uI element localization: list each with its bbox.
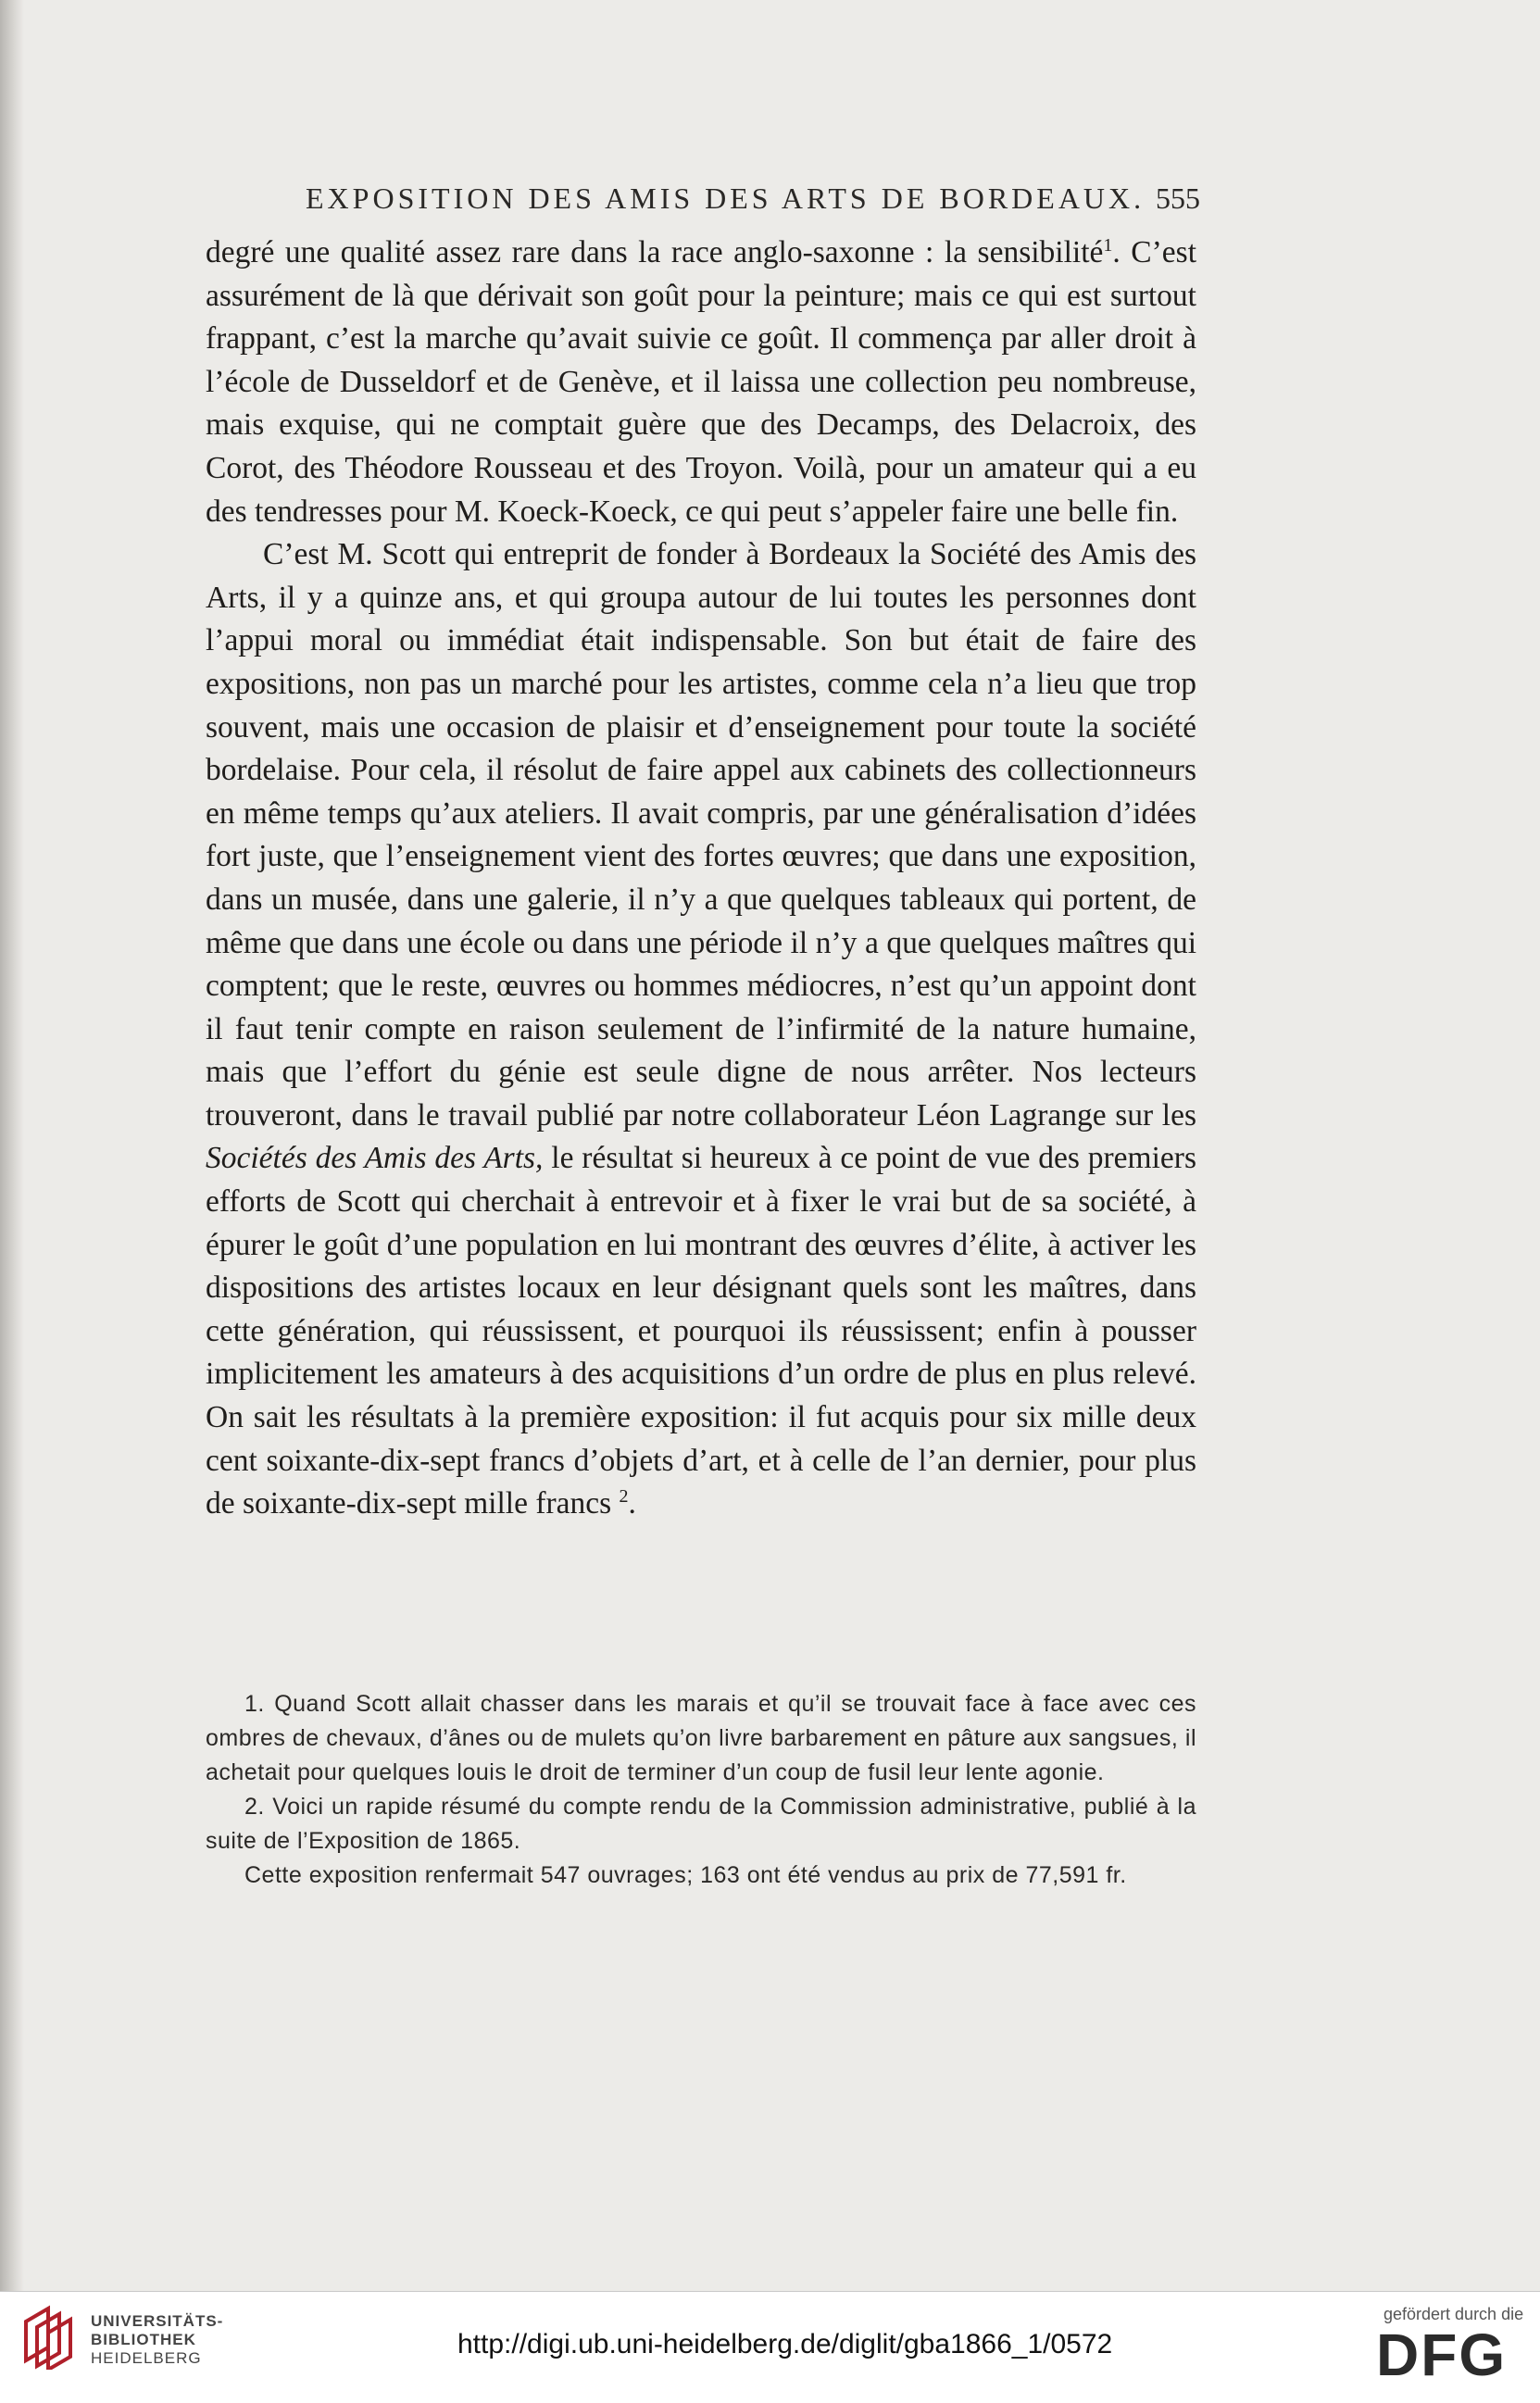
running-head: EXPOSITION DES AMIS DES ARTS DE BORDEAUX. [306, 181, 1146, 215]
italic-title: Sociétés des Amis des Arts, [206, 1141, 544, 1176]
institution-line-2: BIBLIOTHEK [91, 2331, 196, 2348]
footnote-ref-2: 2 [619, 1486, 629, 1508]
institution-line-3: HEIDELBERG [91, 2349, 202, 2367]
digitization-footer [0, 2291, 1540, 2403]
permalink-url[interactable]: http://digi.ub.uni-heidelberg.de/diglit/gba1866_1/0572 [457, 2329, 1113, 2359]
footnote-2: 2. Voici un rapide résumé du compte rendu de la Commission administrative, publié à la suite de l’Exposition de 1865. [206, 1794, 1196, 1854]
paragraph-2-text-a: C’est M. Scott qui entreprit de fonder à Bordeaux la Société des Amis des Arts, il y a quinze ans, et qui groupa autour de lui toutes les personnes dont l’appui moral ou immédiat était indispensable. Son but était de faire des expositions, non pas un marché pour les artistes, comme cela n’a lieu que trop souvent, mais une occasion de plaisir et d’enseignement pour toute la société bordelaise. Pour cela, il résolut de faire appel aux cabinets des collectionneurs en même temps qu’aux ateliers. Il avait compris, par une généralisation d’idées fort juste, que l’enseignement vient des fortes œuvres; que dans une exposition, dans un musée, dans une galerie, il n’y a que quelques tableaux qui portent, de même que dans une école ou dans une période il n’y a que quelques maîtres qui comptent; que le reste, œuvres ou hommes médiocres, n’est qu’un appoint dont il faut tenir compte en raison seulement de l’infirmité de la nature humaine, mais que l’effort du génie est seule digne de nous arrêter. Nos lecteurs trouveront, dans le travail publié par notre collaborateur Léon Lagrange sur les [206, 537, 1196, 1133]
body-text [206, 232, 1196, 1526]
paragraph-1: degré une qualité assez rare dans la race anglo-saxonne : la sensibilité$^1$. C’est assurément de là que dérivait son goût pour la peinture; mais ce qui est surtout frappant, c’est la marche qu’avait suivie ce goût. Il commença par aller droit à l’école de Dusseldorf et de Genève, et il laissa une collection peu nombreuse, mais exquise, qui ne comptait guère que des Decamps, des Delacroix, des Corot, des Théodore Rousseau et des Troyon. Voilà, pour un amateur qui a eu des tendresses pour M. Koeck-Koeck, ce qui peut s’appeler faire une belle fin. [206, 234, 1197, 529]
paragraph-2-text-b: le résultat si heureux à ce point de vue des premiers efforts de Scott qui cherchait à entrevoir et à fixer le vrai but de sa société, à épurer le goût d’une population en lui montrant des œuvres d’élite, à activer les dispositions des artistes locaux en leur désignant quels sont les maîtres, dans cette génération, qui réussissent, et pourquoi ils réussissent; enfin à pousser implicitement les amateurs à des acquisitions d’un ordre de plus en plus relevé. On sait les résultats à la première exposition: il fut acquis pour six mille deux cent soixante-dix-sept francs d’objets d’art, et à celle de l’an dernier, pour plus de soixante-dix-sept mille francs [206, 1141, 1196, 1521]
paragraph-1-rest: C’est assurément de là que dérivait son goût pour la peinture; mais ce qui est surtout frappant, c’est la marche qu’avait suivie ce goût. Il commença par aller droit à l’école de Dusseldorf et de Genève, et il laissa une collection peu nombreuse, mais exquise, qui ne comptait guère que des Decamps, des Delacroix, des Corot, des Théodore Rousseau et des Troyon. Voilà, pour un amateur qui a eu des tendresses pour M. Koeck-Koeck, ce qui peut s’appeler faire une belle fin. [206, 235, 1197, 529]
paragraph-2 [206, 533, 1196, 1526]
page-spine-shadow [0, 0, 24, 2291]
paragraph-1-line-1: degré une qualité assez rare dans la race anglo-saxonne : la sensibilité [206, 235, 1104, 269]
page-number: 555 [1156, 181, 1200, 215]
institution-line-1: UNIVERSITÄTS- [91, 2312, 224, 2330]
footnote-1: 1. Quand Scott allait chasser dans les marais et qu’il se trouvait face à face avec ces ombres de chevaux, d’ânes ou de mulets qu’on livre barbarement en pâture aux sangsues, il achetait pour quelques louis le droit de terminer d’un coup de fusil leur lente agonie. [206, 1691, 1196, 1785]
footnote-3: Cette exposition renfermait 547 ouvrages; 163 ont été vendus au prix de 77,591 fr. [244, 1862, 1127, 1888]
footnotes [206, 1687, 1196, 1893]
dfg-logo: DFG [1376, 2322, 1508, 2388]
funded-by-label: gefördert durch die [1383, 2305, 1524, 2323]
ub-heidelberg-logo-icon [20, 2305, 78, 2370]
paragraph-2-end: . [628, 1486, 636, 1521]
footnote-ref-1: 1 [1103, 234, 1113, 256]
institution-name [91, 2312, 223, 2368]
